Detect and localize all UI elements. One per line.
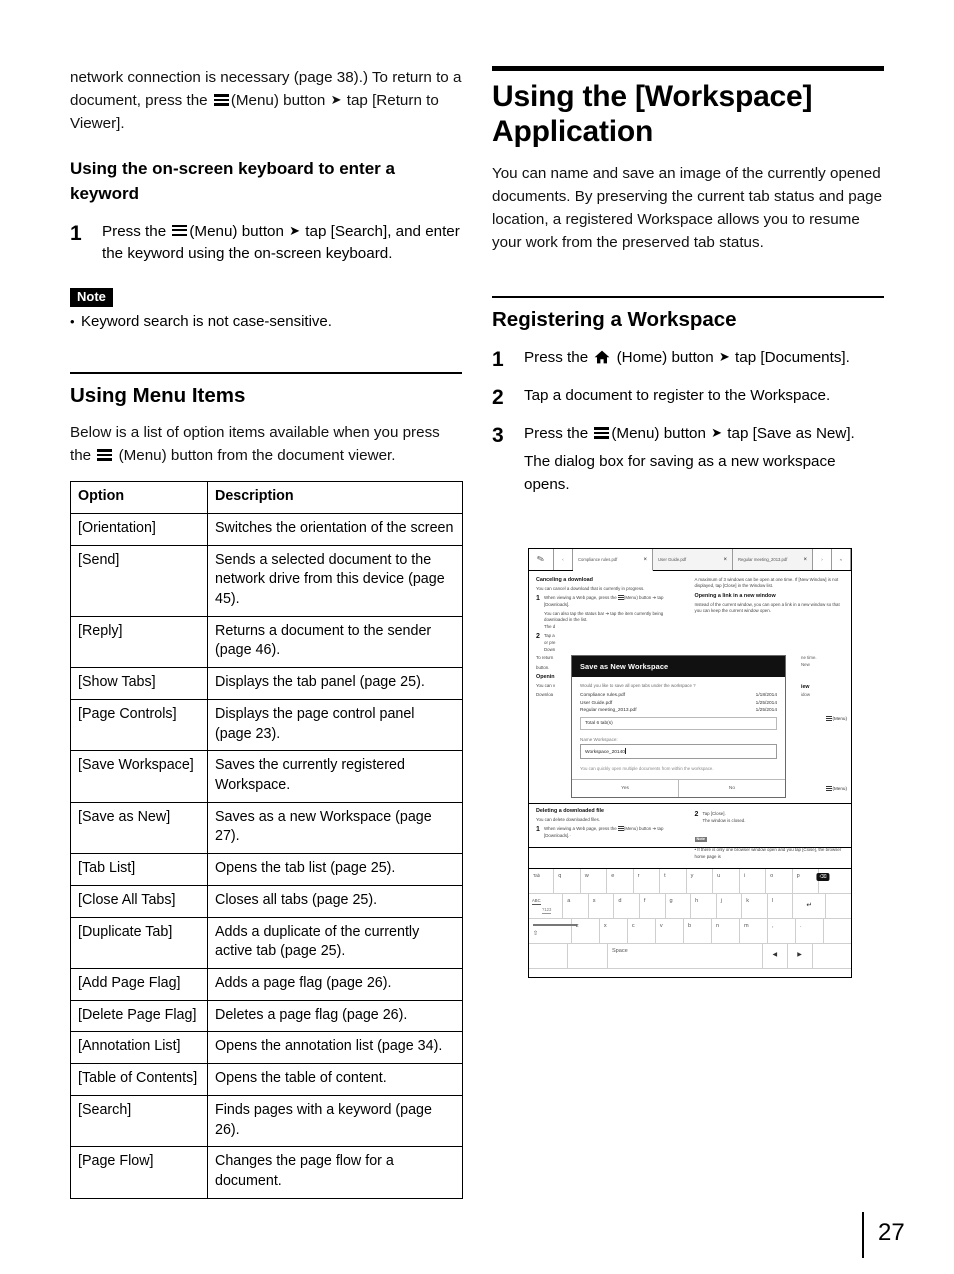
step-number: 1 [492,347,504,371]
key-label: d [618,898,622,904]
illus-step-text-2: (Menu) button ➜ tap [Downloads]. [544,595,664,607]
cell-option: [Add Page Flag] [71,969,208,1001]
pen-tool-icon[interactable]: ✎ [529,549,554,570]
cell-option: [Page Flow] [71,1147,208,1198]
cell-description: Displays the tab panel (page 25). [208,668,463,700]
table-row [71,616,463,667]
key-h[interactable] [691,894,717,918]
step-subtext: The dialog box for saving as a new workspace opens. [524,452,836,493]
key-e[interactable] [607,869,633,893]
key-l[interactable] [768,894,794,918]
key-k[interactable] [742,894,768,918]
key-z[interactable] [572,919,600,943]
no-button[interactable]: No [678,780,785,797]
section-divider [492,296,884,298]
next-tab-icon[interactable]: › [813,549,832,570]
cell-option: [Page Controls] [71,699,208,750]
table-row [71,699,463,750]
cell-description: Sends a selected document to the network drive from this device (page 45). [208,545,463,616]
step-text-3: tap [Documents]. [735,348,850,366]
cell-option: [Duplicate Tab] [71,917,208,968]
menu-icon [618,826,624,831]
table-row [71,1095,463,1146]
key-j[interactable] [717,894,743,918]
illus-frag-4: To return [536,655,554,661]
tab-compliance-rules[interactable] [573,549,653,571]
step-number: 3 [492,423,504,447]
left-arrow-icon: ◀ [772,952,778,958]
right-column [492,66,884,496]
table-header-description: Description [208,482,463,514]
key-a[interactable] [563,894,589,918]
illus-lower-step [536,826,686,839]
key-y[interactable] [687,869,713,893]
keyboard-row-3[interactable] [529,919,851,944]
dialog-name-label: Name Workspace: [580,737,618,743]
illus-step-2 [536,633,686,653]
heading-using-menu-items: Using Menu Items [70,384,246,408]
illus-step-text-2: (Menu) button ➜ tap [Downloads].· [544,826,664,838]
page-number-rule [862,1212,864,1258]
shift-icon: ⇧ [533,931,539,937]
cell-description: Opens the table of content. [208,1064,463,1096]
key-label: Space [611,948,628,954]
cell-option: [Annotation List] [71,1032,208,1064]
cell-option: [Tab List] [71,854,208,886]
annotation-menu-label: (Menu) [832,716,847,721]
illus-frag-5: button. [536,664,550,670]
cell-option: [Send] [71,545,208,616]
left-column [70,66,462,1199]
key-label: e [611,873,615,879]
illus-heading-deleting: Deleting a downloaded file [536,808,604,814]
illus-step-text [703,811,746,824]
key-label: j [720,898,722,904]
cell-description: Returns a document to the sender (page 46). [208,616,463,667]
key-label: g [669,898,673,904]
workspace-name-input[interactable] [580,744,777,759]
menu-icon [594,427,609,439]
note-badge: Note [70,288,113,307]
frag-idow: idow [801,692,811,698]
cell-option: [Show Tabs] [71,668,208,700]
key-backspace[interactable] [819,869,851,893]
table-header-option: Option [71,482,208,514]
step-1-right [492,347,884,371]
cell-description: Saves as a new Workspace (page 27). [208,802,463,853]
frag-view: iew [801,684,810,691]
heading-onscreen-keyboard: Using the on-screen keyboard to enter a keyword [70,159,395,203]
key-label: v [659,923,663,929]
key-label: m [743,923,749,929]
yes-button[interactable]: Yes [621,786,629,792]
table-row [71,1032,463,1064]
dialog-file-row [580,707,777,714]
file-date: 1/25/2014 [755,707,777,713]
illus-lower-right [695,808,845,863]
prev-tab-icon[interactable]: ‹ [554,549,573,570]
key-g[interactable] [666,894,692,918]
key-p[interactable] [793,869,819,893]
key-space[interactable] [608,944,763,968]
file-date: 1/25/2014 [755,700,777,706]
illustration-right-fragments [801,655,847,699]
key-r[interactable] [634,869,660,893]
illus-heading-openin: Openin [536,674,555,681]
step-text [102,221,462,267]
illus-r-para-2: Instead of the current window, you can open a link in a new window so that you can keep the current window open. [694,601,840,614]
menu-intro-text-1: Below is a list of option items available when you press the [70,423,440,465]
return-icon: ↵ [806,902,813,909]
continued-paragraph [70,66,462,135]
dialog-file-row [580,699,777,706]
step-text: Tap a document to register to the Workspace. [524,386,831,404]
key-shift[interactable] [529,919,572,943]
table-row [71,1147,463,1198]
table-row [71,802,463,853]
cell-description: Saves the currently registered Workspace. [208,751,463,802]
key-label: . [800,923,802,929]
key-label: w [584,873,589,879]
dialog-file-list [580,692,777,714]
file-date: 1/18/2014 [755,693,777,699]
file-name: User Guide.pdf [580,700,613,706]
key-f[interactable] [640,894,666,918]
illus-frag-2: or pre [544,640,556,646]
section-divider [70,372,462,374]
cell-description: Deletes a page flag (page 26). [208,1000,463,1032]
illus-r-heading-opening-link: Opening a link in a new window [694,592,776,599]
right-arrow-icon: ▶ [797,952,802,958]
cell-description: Switches the orientation of the screen [208,513,463,545]
continued-paragraph-text-1: network connection is necessary (page 38).) To return to a document, press the [70,69,462,110]
arrow-icon: ➤ [330,92,342,108]
key-s[interactable] [589,894,615,918]
illus-step-text-4: The d [544,623,556,629]
abc-label: ABC [532,898,541,903]
key-w[interactable] [581,869,607,893]
cell-option: [Close All Tabs] [71,885,208,917]
key-label: x [603,923,607,929]
illus-step-text [544,633,555,653]
key-.[interactable] [796,919,824,943]
annotation-menu-2 [826,786,847,791]
key-label: r [637,873,640,879]
key-t[interactable] [660,869,686,893]
key-label: h [695,898,699,904]
tab-label: Regular meeting_2013.pdf [738,557,788,562]
step-text-2: (Home) button [616,348,718,366]
key-label: i [743,873,745,879]
illustration-page-body [529,571,851,804]
key-v[interactable] [656,919,684,943]
key-label: c [631,923,635,929]
key-tab[interactable] [529,869,554,893]
file-name: Regular meeting_2013.pdf [580,707,637,713]
key-blank-row3[interactable] [824,919,851,943]
key-label: p [796,873,800,879]
menu-intro-text-2: (Menu) button from the document viewer. [118,447,396,465]
key-c[interactable] [628,919,656,943]
illustration-lower-text [529,804,851,859]
close-icon[interactable]: × [803,556,807,563]
page-number: 27 [878,1219,905,1246]
table-row [71,1064,463,1096]
table-row [71,668,463,700]
menu-icon [214,94,229,106]
frag-new: New [801,661,810,667]
workspace-name-value: Workspace_20140 [585,750,625,756]
menu-icon [826,786,832,791]
dialog-title: Save as New Workspace [572,656,785,677]
key-blank-row2[interactable] [826,894,851,918]
key-label: a [567,898,571,904]
continued-paragraph-text-2: (Menu) button [230,92,330,110]
key-o[interactable] [766,869,792,893]
menu-icon [172,225,187,237]
key-label: , [771,923,774,929]
cell-description: Displays the page control panel (page 23). [208,699,463,750]
menu-icon [826,716,832,721]
annotation-menu-label: (Menu) [832,786,847,791]
step-text-3: tap [Search], and enter the keyword using the on-screen keyboard. [102,222,460,263]
cell-option: [Search] [71,1095,208,1146]
dialog-total-tabs: Total 6 tab(s) [580,717,777,730]
step-text-1: Press the [524,424,593,442]
key-label: k [746,898,750,904]
step-text-2: (Menu) button [611,424,711,442]
cell-option: [Table of Contents] [71,1064,208,1096]
illus-para-1: You can cancel a download that is currently in progress. [536,586,645,592]
key-i[interactable] [740,869,766,893]
illus-step-text-1: Tap [Close]. [702,811,726,816]
key-,[interactable] [768,919,796,943]
key-label: y [690,873,694,879]
key-m[interactable] [740,919,768,943]
table-header-row [71,482,463,514]
file-name: Compliance rules.pdf [580,693,626,699]
home-icon [594,350,610,364]
key-label: n [715,923,720,929]
cell-description: Adds a page flag (page 26). [208,969,463,1001]
key-q[interactable] [554,869,580,893]
illus-r-para-1: A maximum of 3 windows can be open at one time. If [New Window] is not displayed, tap [Close] in the Window list. [694,577,839,589]
key-label: Tab [533,873,541,878]
illus-frag-7: Downloa [536,692,554,698]
cell-option: [Reply] [71,616,208,667]
tab-label: User Guide.pdf [658,557,687,562]
menu-intro-paragraph [70,421,462,467]
num-label: ?123 [542,907,552,912]
tab-overview-icon[interactable]: ≈ [832,549,851,570]
cell-option: [Delete Page Flag] [71,1000,208,1032]
page-title: Using the [Workspace] Application [492,80,813,149]
table-row [71,751,463,802]
dialog-file-row [580,692,777,699]
cell-description: Changes the page flow for a document. [208,1147,463,1198]
illus-lower-left [536,808,686,863]
save-as-new-workspace-dialog[interactable] [571,655,786,798]
illus-step-text-3: You can also tap the status bar ➜ tap the item currently being downloaded in the list. [544,610,664,623]
illus-step-number: 1 [536,595,540,603]
arrow-icon: ➤ [289,222,301,238]
key-n[interactable] [712,919,740,943]
key-label: b [687,923,692,929]
cell-description: Closes all tabs (page 25). [208,885,463,917]
tab-user-guide[interactable] [653,549,733,570]
table-row [71,885,463,917]
tab-regular-meeting[interactable] [733,549,813,570]
key-blank-left[interactable] [529,944,568,968]
cell-description: Finds pages with a keyword (page 26). [208,1095,463,1146]
dialog-hint: You can quickly open multiple documents from within the workspace. [580,766,714,772]
illus-step-text-1: When viewing a Web page, press the [544,595,618,601]
step-text-1: Press the [102,222,171,240]
table-row [71,969,463,1001]
table-row [71,513,463,545]
illus-step-text-2: The window is closed. [702,817,746,823]
illus-frag-3: Down [544,646,556,652]
key-blank-right[interactable] [813,944,851,968]
key-label: f [643,898,646,904]
illus-lower-step-2 [695,811,845,824]
step-1-left [70,221,462,267]
step-text [524,423,884,496]
annotation-menu-1 [826,716,847,721]
step-number: 2 [492,385,504,409]
key-return[interactable] [793,894,826,918]
continued-paragraph-text-3: tap [Return to Viewer]. [70,92,439,133]
illus-lower-para: You can delete downloaded files. [536,817,601,823]
title-rule [492,66,884,71]
illus-step-1 [536,595,686,630]
cell-description: Opens the annotation list (page 34). [208,1032,463,1064]
key-label: o [770,873,774,879]
heading-registering-workspace: Registering a Workspace [492,308,737,332]
illus-step-number: 2 [536,633,540,641]
dialog-question: Would you like to save all open tabs under the workspace ? [580,683,696,688]
dialog-buttons [572,779,785,797]
step-text-3: tap [Save as New]. [727,424,855,442]
table-row [71,1000,463,1032]
illus-step-text-1: When viewing a Web page, press the [544,826,618,832]
step-text-1: Press the [524,348,593,366]
keyboard-row-2[interactable] [529,894,851,919]
text-caret [625,748,626,754]
close-icon[interactable]: × [723,556,727,563]
table-row [71,545,463,616]
key-b[interactable] [684,919,712,943]
arrow-icon: ➤ [711,424,723,440]
tab-label: Compliance rules.pdf [578,557,618,562]
cell-description: Adds a duplicate of the currently active tab (page 25). [208,917,463,968]
step-text [524,347,884,371]
illus-step-number: 2 [694,811,699,818]
cell-description: Opens the tab list (page 25). [208,854,463,886]
options-table [70,481,463,1199]
illus-note-text: • If there is only one browser window open and you tap [Close], the browser home page is [694,847,842,859]
key-left-arrow[interactable] [763,944,788,968]
intro-paragraph: You can name and save an image of the currently opened documents. By preserving the current tab status and page location, a registered Workspace allows you to resume your work from the preserved tab status. [492,164,883,252]
note-text: Keyword search is not case-sensitive. [81,313,332,331]
menu-icon [97,449,112,461]
keyboard-row-1[interactable] [529,869,851,894]
key-d[interactable] [614,894,640,918]
menu-icon [618,595,624,600]
note-item [70,313,462,332]
key-label: t [664,873,666,879]
illus-frag-1: Tap a [544,633,555,639]
key-label: z [575,923,579,929]
step-text-2: (Menu) button [189,222,289,240]
frag-ne-time: ne time. [801,655,817,660]
illus-note-badge: Note [696,837,705,842]
bullet-icon: • [70,314,75,330]
table-row [71,854,463,886]
key-x[interactable] [600,919,628,943]
key-right-arrow[interactable] [788,944,813,968]
close-icon[interactable]: × [643,556,647,563]
illus-step-number: 1 [536,826,540,834]
illus-frag-6: You can v [536,683,556,689]
table-row [71,917,463,968]
backspace-icon: ⌫ [817,873,830,881]
illus-step-text [544,826,686,839]
shift-bar [533,924,577,926]
key-label: s [592,898,596,904]
device-screenshot-illustration [528,548,852,978]
step-3-right [492,423,884,496]
key-label: u [717,873,721,879]
cell-option: [Save as New] [71,802,208,853]
step-2-right [492,385,884,409]
illus-heading-canceling: Canceling a download [536,577,593,583]
illus-step-text [544,595,686,630]
key-abc-123[interactable] [529,894,563,918]
key-label: q [558,873,562,879]
illustration-tab-bar [529,549,851,571]
key-blank-left-2[interactable] [568,944,607,968]
cell-option: [Orientation] [71,513,208,545]
key-u[interactable] [713,869,739,893]
cell-option: [Save Workspace] [71,751,208,802]
keyboard-row-4[interactable] [529,944,851,969]
arrow-icon: ➤ [718,348,730,364]
key-label: l [771,898,774,904]
note-block [70,288,462,332]
step-number: 1 [70,221,82,245]
